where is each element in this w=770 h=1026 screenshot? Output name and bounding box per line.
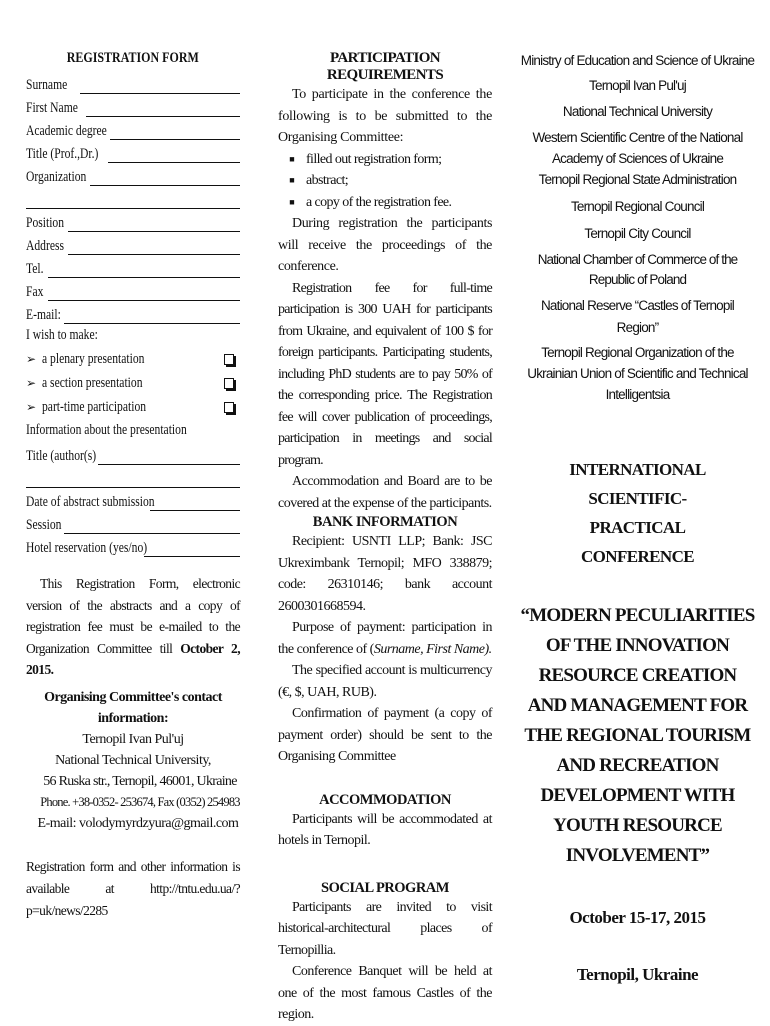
org-national-reserve: National Reserve “Castles of Ternopil Region” [540, 298, 734, 335]
contact-line: National Technical University, [55, 752, 211, 768]
contact-line: Ternopil Ivan Pul'uj [82, 731, 184, 747]
option-part-time[interactable]: ➢ part-time participation [26, 395, 240, 419]
checkbox-plenary[interactable] [224, 354, 234, 365]
payment-purpose: Purpose of payment: participation in the conference of (Surname, First Name). [278, 620, 492, 657]
presentation-title-field[interactable]: Title (author(s) [26, 442, 240, 465]
presentation-title-extra-line[interactable] [26, 465, 240, 488]
org-regional-council: Ternopil Regional Council [570, 199, 705, 214]
requirements-column [278, 48, 492, 1026]
conference-dates: October 15-17, 2015 [569, 908, 706, 927]
square-bullet-icon: ■ [289, 153, 295, 164]
option-plenary[interactable]: ➢ a plenary presentation [26, 347, 240, 371]
accommodation-paragraph: Participants will be accommodated at hotels in Ternopil. [278, 811, 492, 848]
requirement-item: ■ abstract; [278, 170, 492, 192]
requirement-item: ■ a copy of the registration fee. [278, 192, 492, 214]
organization-extra-line[interactable] [26, 186, 240, 209]
contact-email[interactable]: E-mail: volodymyrdzyura@gmail.com [37, 815, 239, 831]
footer-info: Registration form and other information is available at http://tntu.edu.ua/?p=uk/news/2285 [26, 858, 240, 918]
address-field[interactable]: Address [26, 232, 240, 255]
org-union-intelligentsia: Ternopil Regional Organization of the Ukrainian Union of Scientific and Technical Intelligentsia [527, 345, 748, 402]
bank-recipient: Recipient: USNTI LLP; Bank: JSC Ukreximbank Ternopil; MFO 338879; code: 26310146; bank account 2600301668594. [278, 534, 492, 614]
conference-title: “MODERN PECULIARITIES OF THE INNOVATION RESOURCE CREATION AND MANAGEMENT FOR THE REGIONAL TOURISM AND RECREATION DEVELOPMENT WITH YOUTH RESOURCE INVOLVEMENT” [520, 605, 755, 866]
wish-label: I wish to make: [26, 327, 98, 343]
date-abstract-field[interactable]: Date of abstract submission [26, 488, 240, 511]
checkbox-part-time[interactable] [224, 402, 234, 413]
requirement-item: ■ filled out registration form; [278, 149, 492, 171]
contact-title: Organising Committee's contact information: [44, 689, 222, 726]
arrow-bullet-icon: ➢ [26, 399, 37, 414]
org-city-council: Ternopil City Council [584, 226, 691, 241]
arrow-bullet-icon: ➢ [26, 375, 37, 390]
session-field[interactable]: Session [26, 511, 240, 534]
contact-line: 56 Ruska str., Ternopil, 46001, Ukraine [43, 773, 237, 789]
presentation-info-label: Information about the presentation [26, 422, 187, 438]
surname-field[interactable]: Surname [26, 71, 240, 94]
academic-degree-field[interactable]: Academic degree [26, 117, 240, 140]
org-tntu: National Technical University [562, 104, 713, 119]
accommodation-title: ACCOMMODATION [319, 791, 451, 808]
social-paragraph: Participants are invited to visit historical-architectural places of Ternopillia. [278, 899, 492, 958]
multicurrency-note: The specified account is multicurrency (€, $, UAH, RUB). [278, 663, 492, 700]
square-bullet-icon: ■ [289, 175, 295, 185]
org-chamber-poland: National Chamber of Commerce of the Republic of Poland [537, 252, 738, 287]
requirements-intro: To participate in the conference the following is to be submitted to the Organising Committee: [278, 87, 492, 145]
email-field[interactable]: E-mail: [26, 301, 240, 324]
title-field[interactable]: Title (Prof.,Dr.) [26, 140, 240, 163]
checkbox-section[interactable] [224, 378, 234, 389]
org-tntu-name: Ternopil Ivan Pul'uj [589, 78, 686, 93]
org-regional-administration: Ternopil Regional State Administration [538, 172, 737, 187]
first-name-field[interactable]: First Name [26, 94, 240, 117]
option-section[interactable]: ➢ a section presentation [26, 371, 240, 395]
org-western-centre: Western Scientific Centre of the National Academy of Sciences of Ukraine [532, 130, 743, 166]
banquet-paragraph: Conference Banquet will be held at one of the most famous Castles of the region. [278, 964, 492, 1022]
contact-phone: Phone. +38-0352- 253674, Fax (0352) 254983 [40, 794, 240, 809]
organization-field[interactable]: Organization [26, 163, 240, 186]
proceedings-paragraph: During registration the participants will receive the proceedings of the conference. [278, 216, 492, 274]
tel-field[interactable]: Tel. [26, 255, 240, 278]
social-program-title: SOCIAL PROGRAM [321, 879, 449, 896]
registration-form-title: REGISTRATION FORM [66, 50, 200, 66]
submission-notice: This Registration Form, electronic version of the abstracts and a copy of registration fee must be e-mailed to the Organization Committee till October 2, 2015. [26, 576, 240, 677]
payment-confirmation: Confirmation of payment (a copy of payment order) should be sent to the Organising Committee [278, 706, 492, 764]
conference-type: INTERNATIONAL SCIENTIFIC-PRACTICAL CONFERENCE [569, 460, 706, 566]
arrow-bullet-icon: ➢ [26, 351, 37, 366]
org-ministry: Ministry of Education and Science of Ukraine [520, 53, 755, 68]
position-field[interactable]: Position [26, 209, 240, 232]
conference-place: Ternopil, Ukraine [576, 965, 699, 984]
square-bullet-icon: ■ [289, 196, 295, 207]
participation-requirements-title: PARTICIPATION REQUIREMENTS [326, 50, 444, 83]
registration-form-column [26, 48, 240, 922]
conference-cover-column [520, 50, 755, 989]
fax-field[interactable]: Fax [26, 278, 240, 301]
accommodation-cost-paragraph: Accommodation and Board are to be covered at the expense of the participants. [278, 474, 492, 511]
hotel-field[interactable]: Hotel reservation (yes/no) [26, 534, 240, 557]
bank-info-title: BANK INFORMATION [312, 514, 458, 530]
fee-paragraph: Registration fee for full-time participation is 300 UAH for participants from Ukraine, and equivalent of 100 $ for foreign participants. Participating students, including PhD students are to pay 50% of the corresponding price. The Registration fee will cover publication of proceedings, participation in meetings and social program. [278, 280, 492, 468]
